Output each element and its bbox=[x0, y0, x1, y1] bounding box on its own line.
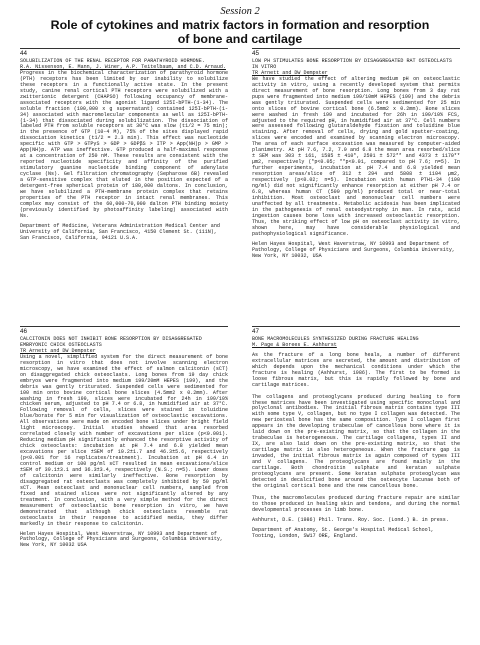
abstract-authors: TR Arnett and DW Dempster bbox=[20, 347, 96, 354]
session-label: Session 2 bbox=[220, 6, 260, 17]
session-title-line-2: of bone and cartilage bbox=[177, 32, 303, 46]
abstract-title: BONE MACROMOLECULES SYNTHESIZED DURING FRACTURE HEALING bbox=[252, 336, 419, 342]
abstract-number: 45 bbox=[252, 50, 260, 57]
abstract-body: Progress in the biochemical characterization of parathyroid hormone (PTH) receptors has been limited by our inability to solubilize these receptors in a functionally active state. In the present study, canine renal cortical PTH receptors were solubilized with a zwitterionic detergent (CHAPSO) following occupancy of membrane-associated receptors with the agonist ligand 125I-bPTH-(1-34). The soluble fraction (100,000 x g supernatant) contained 125I-bPTH-(1-34) associated with macromolecular components as well as 125I-bPTH-(1-34) that dissociated during solubilization. The dissociation of labeled PTH from soluble receptors at 30°C was slow (t1/2 = 75 min); in the presence of GTP (10-4 M), 75% of the sites displayed rapid dissociation kinetics (t1/2 = 2.3 min). This effect was nucleotide specific with GTP > GTPγS > GDP > GDPβS > ITP > App(NH)p > GMP > App(NH)p. ATP was ineffective. GTP produced a half-maximal response at a concentration of 250 nM. These results are consistent with the reported nucleotide specificity and affinity of the purified stimulatory guanine nucleotide binding component of adenylate cyclase (Ns). Gel filtration chromatography (Sepharose 6B) revealed a GTP-sensitive complex that eluted in the position expected of a detergent-free spherical protein of 180,000 daltons. In conclusion, we have solubilized a PTH-membrane protein complex that retains properties of the PTH receptor in intact renal membranes. This complex may consist of the 60,000-70,000 dalton PTH binding moiety (previously identified by photoaffinity labeling) associated with Ns. bbox=[20, 69, 228, 219]
abstract-46 bbox=[20, 328, 228, 636]
abstract-affiliation: Department of Anatomy, St. George's Hospital Medical School, Tooting, London, SW17 ORE, England. bbox=[252, 526, 434, 539]
abstract-44-rule bbox=[20, 48, 228, 49]
abstract-number: 47 bbox=[252, 328, 260, 335]
abstract-46-rule bbox=[20, 326, 228, 327]
abstract-authors: R.A. Nissenson, E. Mann, J. Winer, A.P. Teitelbaum, and C.D. Arnaud. bbox=[20, 63, 226, 70]
abstract-affiliation: Helen Hayes Hospital, West Haverstraw, NY 10993 and Department of Pathology, College of Physicians and Surgeons, Columbia University, New York, NY 10032, USA bbox=[252, 240, 455, 259]
session-title-line-1: Role of cytokines and matrix factors in formation and resorption bbox=[50, 18, 430, 32]
abstract-number: 44 bbox=[20, 50, 28, 57]
abstract-45-rule bbox=[252, 48, 460, 49]
session-header bbox=[0, 6, 480, 46]
abstract-reference: Ashhurst, D.E. (1986) Phil. Trans. Roy. Soc. (Lond.) B. in press. bbox=[252, 516, 449, 523]
abstract-authors: M. Page & Borees E. Ashhurst bbox=[252, 341, 337, 348]
abstract-45 bbox=[252, 50, 460, 316]
abstract-authors: TR Arnett and DW Dempster bbox=[252, 69, 328, 76]
abstract-number: 46 bbox=[20, 328, 28, 335]
abstract-affiliation: Department of Medicine, Veterans Administration Medical Center and University of California, San Francisco, 4150 Clement St. (111N), San Francisco, California, 94121 U.S.A. bbox=[20, 222, 220, 241]
abstract-body: Using a novel, simplified system for the direct measurement of bone resorption in vitro that does not involve scanning electron microscopy, we have examined the effect of salmon calcitonin (sCT) on disaggregated chick osteoclasts. Long bones from 19 day chick embryos were fragmented into medium 199/20mM HEPES (199), and the debris was gently triturated. Suspended cells were sedimented for 100 min onto bovine cortical bone slices (4.5mm2 x 0.2mm). After washing in fresh 199, slices were incubated for 24h in 199/10% chicken serum, adjusted to pH 7.4 or 6.8, in humidified air at 37°C. Following removal of cells, slices were stained in toluidine blue/borate for 5 min for visualization of osteoclastic excavations. All observations were made on encoded bone slices under bright field light microscopy. Initial studies showed that area resorbed correlated closely with number of excavations per slice (p<0.001). Reducing medium pH significantly enhanced the resorptive activity of chick osteoclasts: incubation at pH 7.4 and 6.8 yielded mean excavations per slice ±SEM of 10.2±1.7 and 46.3±5.6, respectively (p<0.001 for 16 replicates/treatment). Incubation at pH 6.4 in control medium or 100 pg/ml sCT resulted in mean excavations/slice ±SEM of 39.1±3.1 and 36.3±3.4, respectively (N.S.; n=5). Lower doses of calcitonin were similarly ineffective. Bone resorption by disaggregated rat osteoclasts was completely inhibited by 50 pg/ml sCT. Mean osteoclast and mononuclear cell numbers, sampled from fixed and stained slices were not significantly altered by any treatment. In conclusion, with a very simple method for the direct measurement of osteoclastic bone resorption in vitro, we have demonstrated that although chick osteoclasts resemble rat osteoclasts in their response to acidified media, they differ markedly in their response to calcitonin. bbox=[20, 353, 228, 527]
abstract-47-rule bbox=[252, 326, 460, 327]
abstract-affiliation: Helen Hayes Hospital, West Haverstraw, NY 10993 and Department of Pathology, College of Physicians and Surgeons, Columbia University, New York, NY 10032 USA bbox=[20, 530, 223, 549]
abstract-body: As the fracture of a long bone heals, a number of different extracellular matrices are secreted, the amount and distribution of which depends upon the mechanical conditions under which the fracture is healing (Ashhurst, 1986). The first to be formed is loose fibrous matrix, but this is rapidly followed by bone and cartilage matrices. The collagens and proteoglycans produced during healing to form these matrices have been investigated using specific monoclonal and polyclonal antibodies. The initial fibrous matrix contains type III with some type V, collagen, but no type I collagen was detected. The new periosteal bone has the same composition. Type I collagen first appears in the developing trabeculae of cancellous bone where it is laid down on the pre-existing matrix, so that the collagen in the trabeculae is heterogeneous. The cartilage collagens, types II and IX, are also laid down on the pre-existing matrix, so that the cartilage matrix is also heterogeneous. When the fracture gap is invaded, the initial fibrous matrix is again composed of types III and V collagens. The proteoglycans are found mainly in the cartilage. Both chondroitin sulphate and keratan sulphate proteoglycans are present. Some keratan sulphate proteoglycan was detected in decalcified bone around the osteocyte lacunae both of the original cortical bone and the new cancellous bone. Thus, the macromolecules produced during fracture repair are similar to those produced in healing skin and tendons, and during the normal developmental processes in limb bone. bbox=[252, 351, 460, 513]
abstract-title: CALCITONIN DOES NOT INHIBIT BONE RESORPTION BY DISAGGREGATED EMBRYONIC CHICK OSTEOCLASTS bbox=[20, 336, 202, 348]
abstract-44 bbox=[20, 50, 228, 316]
abstract-title: SOLUBILIZATION OF THE RENAL RECEPTOR FOR PARATHYROID HORMONE. bbox=[20, 58, 205, 64]
abstract-body: We have studied the effect of altering medium pH on osteoclastic activity in vitro, using a recently developed system that permits direct measurement of bone resorption. Long bones from 3 day rat pups were fragmented into medium 199/10mM HEPES (199) and the debris was gently triturated. Suspended cells were sedimented for 25 min onto slices of bovine cortical bone (6.5mm2 x 0.2mm). Bone slices were washed in fresh 199 and incubated for 26h in 199/10% FCS, adjusted to the required pH, in humidified air at 37°C. Cell numbers were assessed following glutaraldehyde fixation and toluidine blue staining. After removal of cells, drying and gold sputter-coating, slices were encoded and examined by scanning electron microscopy. The area of each surface excavation was measured by computer-aided planimetry. At pH 7.6, 7.2, 7.0 and 6.8 the mean area resorbed/slice ± SEM was 303 ± 161, 1585 ± 410*, 2591 ± 572** and 4373 ± 1170** µm2, respectively (*p<0.05; **p<0.01, compared to pH 7.6; n=5). In further experiments, incubation at pH 7.4 and 6.8 yielded mean resorption areas/slice of 312 ± 294 and 5808 ± 1104 µm2, respectively (p<0.02; n=5). Incubation with human PTH1-34 (100 ng/ml) did not significantly enhance resorption at either pH 7.4 or 6.8, whereas human CT (500 pg/ml) produced total or near-total inhibition. Most osteoclast and mononuclear cell numbers were unaffected by all treatments. Metabolic acidosis has been implicated in the pathogenesis of renal osteodystrophy in man. In rats, acid ingestion causes bone loss with increased osteoclastic resorption. Thus, the striking effect of low pH on osteoclast activity in vitro, shown here, may have considerable physiological and pathophysiological significance. bbox=[252, 75, 460, 237]
abstract-title: LOW PH STIMULATES BONE RESORPTION BY DISAGGREGATED RAT OSTEOCLASTS IN VITRO bbox=[252, 58, 452, 70]
abstract-47 bbox=[252, 328, 460, 636]
